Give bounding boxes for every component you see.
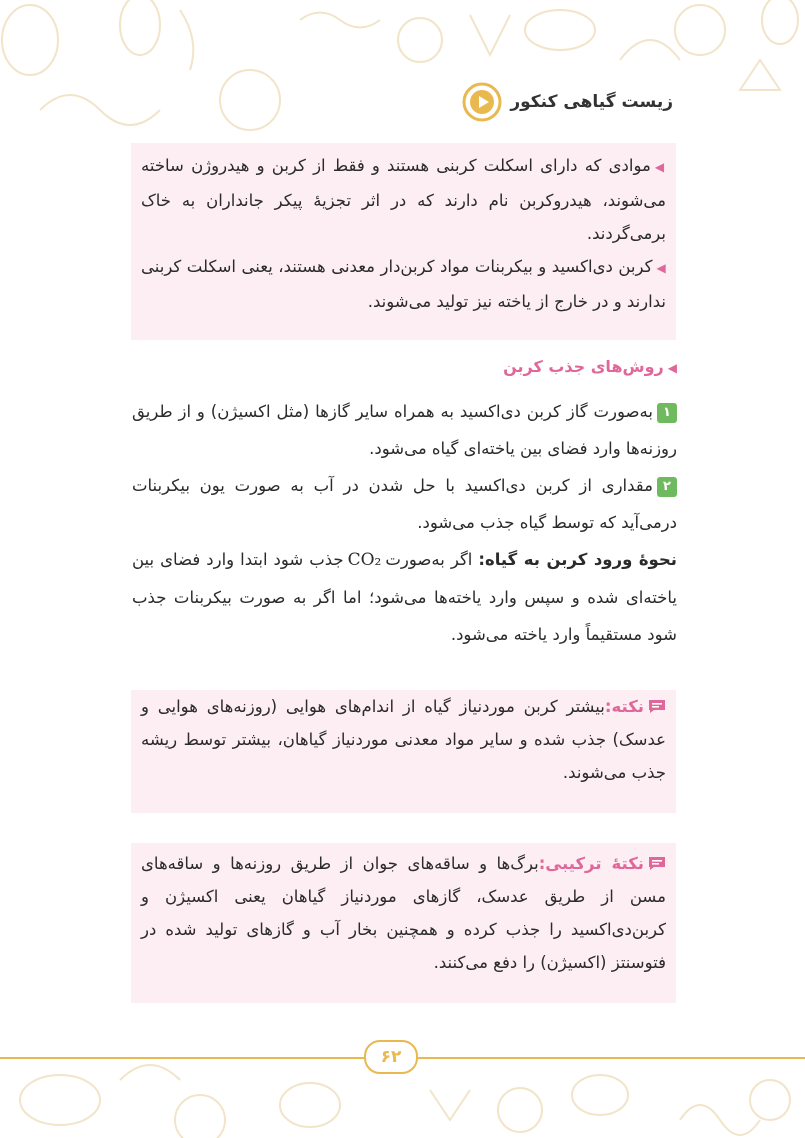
info-box <box>131 143 676 340</box>
note-chat-icon <box>648 699 666 714</box>
method-item-1: ۱به‌صورت گاز کربن دی‌اکسید به همراه سایر گازها (مثل اکسیژن) و از طریق روزنه‌ها وارد فضای بین یاخته‌ای گیاه می‌شود. <box>132 402 677 458</box>
book-logo-icon <box>462 82 502 122</box>
bullet-icon: ◀ <box>667 361 677 375</box>
note-label: نکته: <box>604 697 644 716</box>
section-title: ◀روش‌های جذب کربن <box>503 357 677 376</box>
carbon-entry-paragraph: نحوهٔ ورود کربن به گیاه: اگر به‌صورتCO₂جذب شود ابتدا وارد فضای بین یاخته‌ای شده و سپس وارد یاخته‌ها می‌شود؛ اما اگر به صورت بیکربنات جذب شود مستقیماً وارد یاخته می‌شود. <box>132 550 677 644</box>
combo-note-chat-icon <box>648 856 666 871</box>
header-title: زیست گیاهی کنکور <box>510 92 673 112</box>
note-box <box>131 690 676 813</box>
co2-formula: CO₂ <box>347 550 382 570</box>
number-badge-2: ۲ <box>657 477 677 497</box>
note-paragraph: نکته:بیشتر کربن موردنیاز گیاه از اندام‌های هوایی (روزنه‌های هوایی و عدسک) جذب شده و سایر مواد معدنی موردنیاز گیاهان، بیشتر توسط ریشه جذب می‌شوند. <box>141 697 666 782</box>
decorative-doodles-bottom <box>0 1010 805 1138</box>
number-badge-1: ۱ <box>657 403 677 423</box>
page-number: ۶۲ <box>364 1040 418 1074</box>
decorative-doodles-top <box>0 0 805 150</box>
carbon-entry-label: نحوهٔ ورود کربن به گیاه: <box>478 550 677 569</box>
combo-note-paragraph: نکتهٔ ترکیبی:برگ‌ها و ساقه‌های جوان از طریق روزنه‌ها و ساقه‌های مسن از طریق عدسک، گازهای موردنیاز گیاهان یعنی اکسیژن و کربن‌دی‌اکسید را جذب کرده و همچنین بخار آب و گازهای تولید شده در فتوسنتز (اکسیژن) را دفع می‌کنند. <box>141 854 666 972</box>
method-item-2: ۲مقداری از کربن دی‌اکسید با حل شدن در آب به صورت یون بیکربنات درمی‌آید که توسط گیاه جذب می‌شود. <box>132 476 677 532</box>
bullet-icon: ◀ <box>654 160 667 174</box>
combo-note-label: نکتهٔ ترکیبی: <box>538 854 644 873</box>
bullet-icon: ◀ <box>656 261 666 275</box>
info-paragraph-2: ◀کربن دی‌اکسید و بیکربنات مواد کربن‌دار معدنی هستند، یعنی اسکلت کربنی ندارند و در خارج از یاخته نیز تولید می‌شوند. <box>141 257 666 311</box>
section-body <box>132 393 677 653</box>
info-paragraph-1: ◀موادی که دارای اسکلت کربنی هستند و فقط از کربن و هیدروژن ساخته می‌شوند، هیدروکربن نام دارند که در اثر تجزیهٔ پیکر جانداران به خاک برمی‌گردند. <box>141 156 667 243</box>
combo-note-box <box>131 843 676 1003</box>
page-header <box>462 82 673 122</box>
